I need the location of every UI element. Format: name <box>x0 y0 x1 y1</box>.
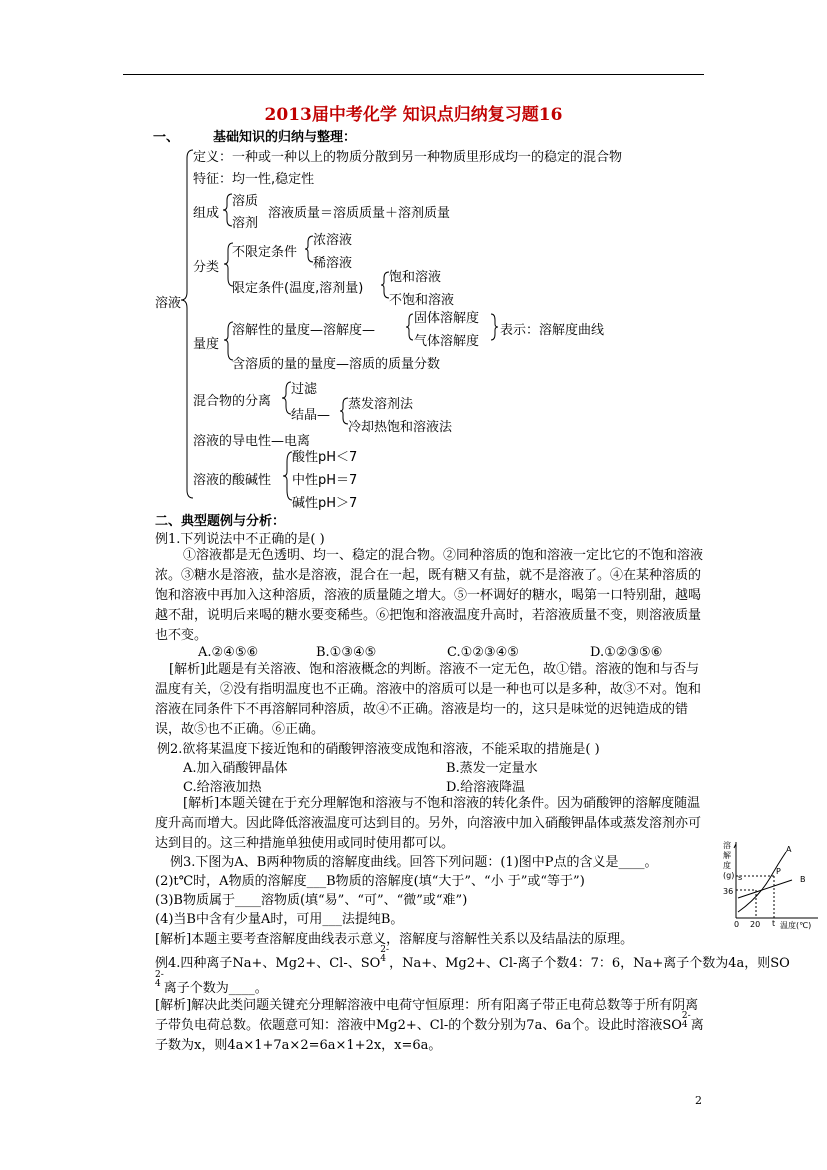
map-classification-label: 分类 <box>193 260 220 275</box>
map-base: 碱性pH＞7 <box>292 496 358 511</box>
ex3-q2: (2)t℃时，A物质的溶解度___B物质的溶解度(填“大于”、“小 于”或“等于”) <box>155 874 585 889</box>
map-dilute: 稀溶液 <box>313 256 353 271</box>
section1-number: 一、 <box>153 130 180 145</box>
ex4-q-b: ，Na+、Mg2+、Cl-离子个数4：7：6，Na+离子个数为4a，则SO <box>389 956 790 971</box>
ex2-question: 例2.欲将某温度下接近饱和的硝酸钾溶液变成饱和溶液，不能采取的措施是( ) <box>157 742 600 757</box>
brace-solubility <box>406 314 413 340</box>
ex1-body: ①溶液都是无色透明、均一、稳定的混合物。②同种溶质的饱和溶液一定比它的不饱和溶液浓。③糖水是溶液，盐水是溶液，混合在一起，既有糖又有盐，就不是溶液了。④在某种溶质的饱和溶液中再加入这种溶质，溶液的质量随之增大。⑤一杯调好的糖水，喝第一口特别甜，越喝越不甜，说明后来喝的糖水要变稀些。⑥把饱和溶液温度升高时，若溶液质量不变，则溶液质量也不变。 <box>155 548 704 643</box>
chart-x20-label: 20 <box>750 920 761 929</box>
map-solubility: 溶解性的量度—溶解度— <box>232 323 376 338</box>
chart-b-label: B <box>800 875 806 884</box>
map-cool: 冷却热饱和溶液法 <box>348 420 453 435</box>
ex4-sup-2: 2- <box>155 970 164 980</box>
section1-title: 基础知识的归纳与整理： <box>213 130 357 145</box>
map-definition: 定义：一种或一种以上的物质分散到另一种物质里形成均一的稳定的混合物 <box>193 150 623 165</box>
chart-36-label: 36 <box>723 887 734 896</box>
ex3-q4: (4)当B中含有少量A时，可用___法提纯B。 <box>155 912 404 927</box>
map-measure-label: 量度 <box>193 337 220 352</box>
ex4-sulfate-charge-3 <box>682 1012 691 1030</box>
map-root: 溶液 <box>155 296 182 311</box>
ex1-option-a: A.②④⑤⑥ <box>198 645 259 660</box>
ex1-option-c: C.①②③④⑤ <box>447 645 519 660</box>
map-unlimited: 不限定条件 <box>232 245 298 260</box>
section2-title: 二、典型题例与分析： <box>155 514 286 529</box>
ex3-q3: (3)B物质属于____溶物质(填“易”、“可”、“微”或“难”) <box>155 893 468 908</box>
chart-ylabel-4: (g) <box>723 871 735 880</box>
ex4-sub: 4 <box>380 954 387 964</box>
chart-s-label: s <box>738 873 743 882</box>
ex3-q1: 例3.下图为A、B两种物质的溶解度曲线。回答下列问题：(1)图中P点的含义是____。 <box>170 855 658 870</box>
ex2-option-a: A.加入硝酸钾晶体 <box>183 761 288 776</box>
brace-composition <box>223 194 232 226</box>
map-solubility-curve: 表示：溶解度曲线 <box>500 323 605 338</box>
map-acidity-label: 溶液的酸碱性 <box>193 473 272 488</box>
curve-b <box>738 880 792 898</box>
ex4-q-c: 离子个数为____。 <box>163 981 268 996</box>
brace-unlimited <box>305 236 313 262</box>
map-crystal: 结晶— <box>291 408 331 423</box>
ex4-sup-3: 2- <box>681 1011 691 1021</box>
ex4-an2: 离子数为x，则4a×1+7a×2=6a×1+2x，x=6a。 <box>155 1018 704 1053</box>
map-conductivity: 溶液的导电性—电离 <box>193 434 311 449</box>
chart-xt-label: t <box>772 919 776 928</box>
map-neutral: 中性pH＝7 <box>292 473 358 488</box>
chart-p-label: P <box>776 867 781 876</box>
ex4-q-a: 例4.四种离子Na+、Mg2+、Cl-、SO <box>155 956 381 971</box>
map-mass-fraction: 含溶质的量的量度—溶质的质量分数 <box>232 357 441 372</box>
ex3-analysis: [解析]本题主要考查溶解度曲线表示意义，溶解度与溶解性关系以及结晶法的原理。 <box>155 932 634 947</box>
ex2-option-b: B.蒸发一定量水 <box>446 761 538 776</box>
chart-ylabel-1: 溶 <box>723 841 731 850</box>
header-rule <box>123 74 704 75</box>
map-composition-label: 组成 <box>193 206 220 221</box>
ex4-sulfate-charge-2 <box>155 971 164 989</box>
brace-crystal <box>340 398 348 424</box>
ex4-an1: [解析]解决此类问题关键充分理解溶液中电荷守恒原理：所有阳离子带正电荷总数等于所有阴离子带负电荷总数。依题意可知：溶液中Mg2+、Cl-的个数分别为7a、6a个。设此时溶液SO <box>155 998 699 1033</box>
chart-ylabel-3: 度 <box>723 861 731 870</box>
page-title: 2013届中考化学 知识点归纳复习题16 <box>264 105 563 125</box>
brace-limited <box>381 272 389 298</box>
brace-acidity <box>283 452 292 500</box>
map-saturated: 饱和溶液 <box>389 270 442 285</box>
ex4-sub-2: 4 <box>155 979 161 989</box>
ex4-question-line1 <box>155 945 790 971</box>
brace-solubility-right <box>491 314 498 340</box>
ex1-option-d: D.①②③⑤⑥ <box>590 645 663 660</box>
ex2-analysis: [解析]本题关键在于充分理解饱和溶液与不饱和溶液的转化条件。因为硝酸钾的溶解度随温度升高而增大。因此降低溶液温度可达到目的。另外，向溶液中加入硝酸钾晶体或蒸发溶剂亦可达到目的。这三种措施单独使用或同时使用都可以。 <box>155 796 702 851</box>
map-unsaturated: 不饱和溶液 <box>389 293 455 308</box>
map-filter: 过滤 <box>291 382 318 397</box>
ex4-sulfate-charge <box>380 946 389 964</box>
ex4-question-line2 <box>155 970 268 996</box>
curve-a <box>738 852 786 912</box>
map-mass-formula: 溶液质量＝溶质质量＋溶剂质量 <box>268 206 451 221</box>
chart-x0-label: 0 <box>734 920 740 929</box>
map-separation-label: 混合物的分离 <box>193 394 272 409</box>
map-solute: 溶质 <box>232 194 259 209</box>
map-limited: 限定条件(温度,溶剂量) <box>232 281 364 296</box>
map-concentrated: 浓溶液 <box>313 233 353 248</box>
map-feature: 特征：均一性,稳定性 <box>193 172 315 187</box>
map-acid: 酸性pH＜7 <box>292 450 358 465</box>
chart-a-label: A <box>786 845 792 854</box>
solubility-chart <box>722 836 824 932</box>
map-solid-solubility: 固体溶解度 <box>414 311 480 326</box>
ex4-sub-3: 4 <box>681 1020 688 1030</box>
chart-xlabel: 温度(℃) <box>780 921 812 930</box>
map-evaporate: 蒸发溶剂法 <box>348 397 414 412</box>
ex2-option-d: D.给溶液降温 <box>446 780 526 795</box>
page-number: 2 <box>695 1094 702 1107</box>
brace-separation <box>282 382 291 414</box>
ex2-option-c: C.给溶液加热 <box>183 780 262 795</box>
map-solvent: 溶剂 <box>232 216 259 231</box>
brace-root <box>181 150 193 498</box>
ex1-question: 例1.下列说法中不正确的是( ) <box>155 532 325 547</box>
map-gas-solubility: 气体溶解度 <box>414 334 480 349</box>
ex4-analysis <box>155 996 705 1056</box>
ex1-option-b: B.①③④⑤ <box>316 645 377 660</box>
ex1-analysis: [解析]此题是有关溶液、饱和溶液概念的判断。溶液不一定无色，故①错。溶液的饱和与否与温度有关，②没有指明温度也不正确。溶液中的溶质可以是一种也可以是多种，故③不对。饱和溶液在同条件下不再溶解同种溶质，故④不正确。溶液是均一的，这只是味觉的迟钝造成的错误，故⑤也不正确。⑥正确。 <box>155 662 702 737</box>
chart-ylabel-2: 解 <box>723 851 731 860</box>
ex4-sup: 2- <box>380 945 390 955</box>
